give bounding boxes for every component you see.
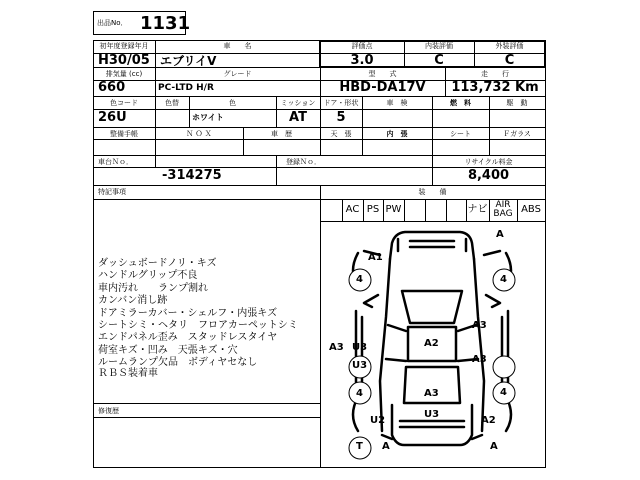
damage-grade: U3 xyxy=(352,360,368,371)
label-registration-number: 登録Ｎｏ． xyxy=(286,158,321,166)
label-color: 色 xyxy=(229,99,236,107)
label-car-history: 車 歴 xyxy=(271,130,292,138)
damage-grade: A3 xyxy=(472,354,487,365)
note-line: ダッシュボードノリ・キズ xyxy=(98,258,217,269)
special-notes-list xyxy=(98,258,298,370)
label-model: 型 式 xyxy=(368,70,397,78)
note-line: エンドパネル歪み スタッドレスタイヤ xyxy=(98,332,278,344)
label-chassis-number: 車台Ｎｏ． xyxy=(98,158,133,166)
label-maintenance-book: 整備手帳 xyxy=(110,130,138,138)
note-line: 車内汚れ ランプ割れ xyxy=(98,282,208,294)
label-recycle-fee: リサイクル料金 xyxy=(464,158,513,166)
label-car-name: 車 名 xyxy=(223,42,252,50)
label-exterior-grade: 外装評価 xyxy=(495,42,524,50)
label-drive: 駆 動 xyxy=(506,99,528,107)
label-doors: ドア・形状 xyxy=(323,99,359,107)
damage-grade: A2 xyxy=(424,338,439,349)
damage-grade: A xyxy=(490,441,498,452)
label-interior-lining: 内 張 xyxy=(386,130,408,138)
damage-grade: U3 xyxy=(424,409,440,420)
equipment-navi: ナビ xyxy=(467,204,488,215)
damage-grade: 4 xyxy=(356,274,363,285)
damage-grade: U2 xyxy=(370,415,386,426)
note-line: シートシミ・ヘタリ フロアカーペットシミ xyxy=(98,320,298,332)
value-recycle-fee: 8,400 xyxy=(467,168,510,183)
value-color-code: 26U xyxy=(98,110,127,125)
value-chassis-number: -314275 xyxy=(162,168,222,183)
value-mileage: 113,732 Km xyxy=(451,80,539,95)
value-first-registration: H30/05 xyxy=(98,53,150,68)
damage-grade: A3 xyxy=(472,320,487,331)
label-special-notes: 特記事項 xyxy=(98,188,126,196)
value-doors: 5 xyxy=(336,110,346,125)
label-color-code: 色コード xyxy=(110,99,138,107)
damage-grade: U3 xyxy=(352,342,368,353)
value-color: ホワイト xyxy=(192,113,224,122)
label-fuel: 燃 料 xyxy=(450,99,471,107)
note-line: ルームランプ欠品 ボディヤセなし xyxy=(98,357,258,369)
value-model: HBD-DA17V xyxy=(339,80,426,95)
equipment-ac: AC xyxy=(345,204,360,215)
damage-grade: A3 xyxy=(424,388,439,399)
value-exterior-grade: C xyxy=(504,53,515,68)
label-repair-history: 修復歴 xyxy=(98,407,119,415)
label-color-change: 色替 xyxy=(165,99,179,107)
label-mileage: 走 行 xyxy=(481,70,509,78)
lot-number-label: 出品No． xyxy=(97,19,128,27)
label-grade: グレード xyxy=(223,70,252,78)
value-mission: AT xyxy=(289,110,307,125)
equipment-airbag: AIR BAG xyxy=(493,200,513,219)
note-line: ハンドルグリップ不良 xyxy=(98,270,198,282)
label-displacement: 排気量 (cc) xyxy=(105,70,143,78)
value-displacement: 660 xyxy=(98,80,126,95)
label-front-glass: Ｆガラス xyxy=(503,130,531,138)
damage-grade: 4 xyxy=(500,387,507,398)
label-mission: ミッション xyxy=(280,99,316,107)
value-score: 3.0 xyxy=(350,53,374,68)
damage-grade: A1 xyxy=(368,252,383,263)
value-grade: PC-LTD H/R xyxy=(158,83,214,93)
damage-grade: A xyxy=(382,441,390,452)
damage-grade: T xyxy=(356,441,363,452)
damage-grade: A xyxy=(496,229,504,240)
label-interior-grade: 内装評価 xyxy=(425,42,453,50)
equipment-pw: PW xyxy=(385,204,402,215)
damage-grade: 4 xyxy=(356,388,363,399)
label-seat: シート xyxy=(450,130,471,138)
label-nox: Ｎ Ｏ Ｘ xyxy=(186,130,212,138)
label-roof-lining: 天 張 xyxy=(330,130,352,138)
note-line: 荷室キズ・凹み 天張キズ・穴 xyxy=(98,344,238,356)
value-car-name: エブリイV xyxy=(160,54,217,68)
label-inspection: 車 検 xyxy=(386,99,408,107)
equipment-ps: PS xyxy=(366,204,380,215)
damage-grade: A3 xyxy=(329,342,344,353)
label-equipment: 装 備 xyxy=(418,188,447,196)
label-first-registration: 初年度登録年月 xyxy=(99,42,149,50)
note-rbs: ＲＢＳ装着車 xyxy=(98,368,158,379)
value-interior-grade: C xyxy=(434,53,444,68)
label-score: 評価点 xyxy=(351,42,373,50)
damage-grade: 4 xyxy=(500,274,507,285)
note-line: ドアミラーカバー・シェルフ・内張キズ xyxy=(98,307,278,319)
damage-grade: A2 xyxy=(481,415,496,426)
note-line: カンバン消し跡 xyxy=(98,295,168,307)
lot-number: 1131 xyxy=(140,13,191,34)
equipment-abs: ABS xyxy=(521,204,541,215)
